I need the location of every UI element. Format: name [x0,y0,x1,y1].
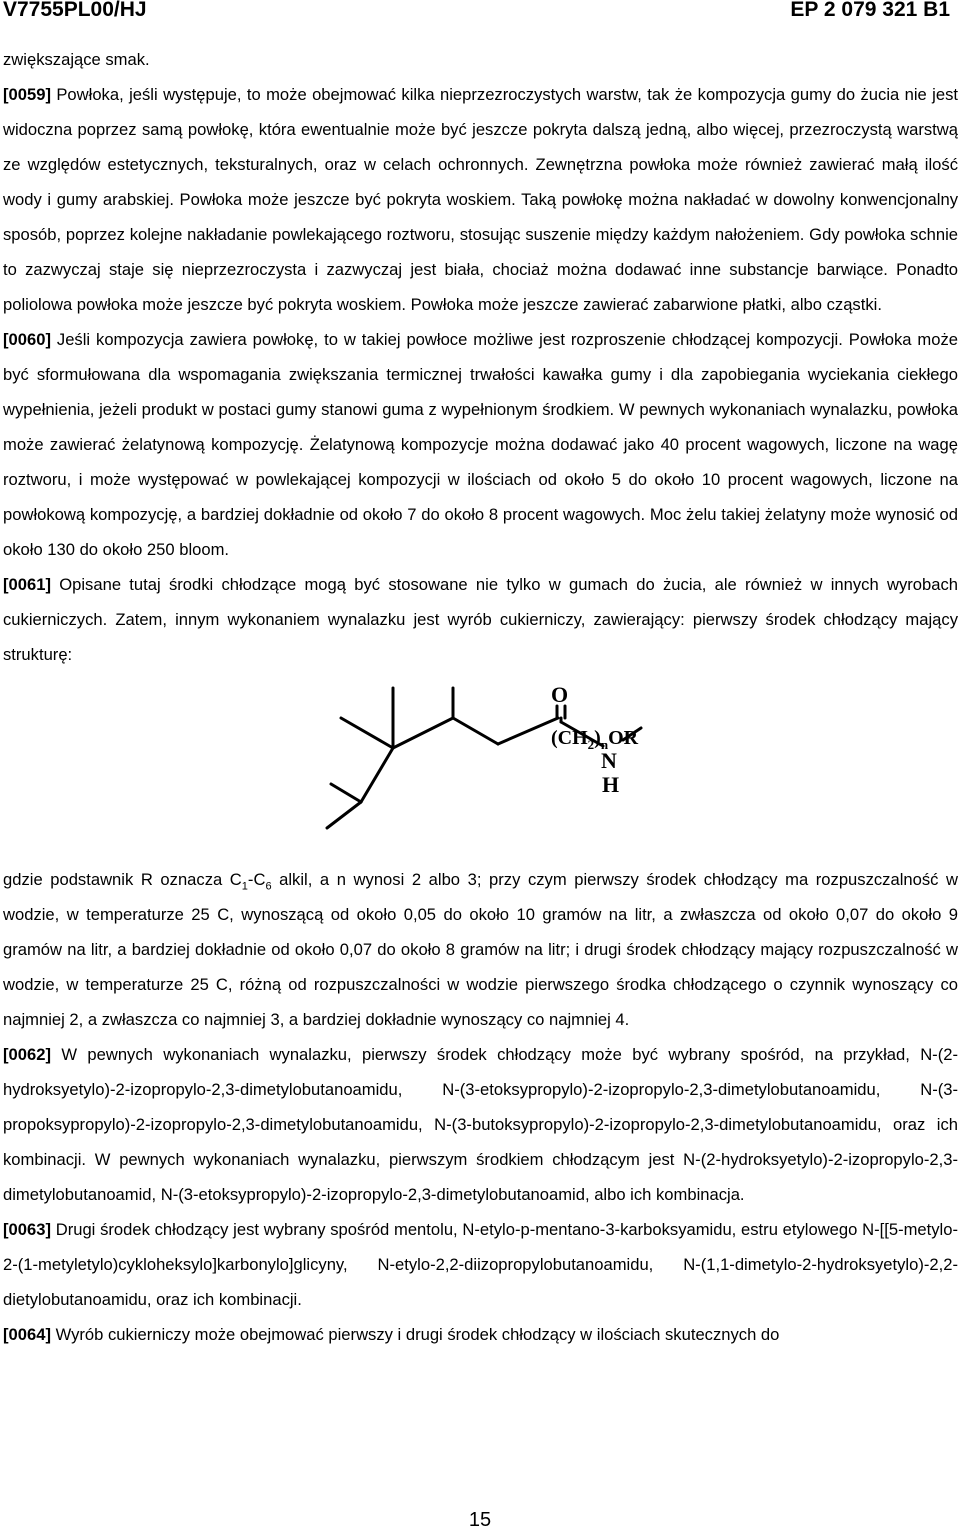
paragraph-number: [0062] [3,1045,51,1064]
continued-text: zwiększające smak. [3,50,150,69]
paragraph-text: Opisane tutaj środki chłodzące mogą być stosowane nie tylko w gumach do żucia, ale również w innych wyrobach cukierniczych. Zatem, innym wykonaniem wynalazku jest wyrób cukierniczy, zawierający: pierwszy środek chłodzący mający strukturę: [3,575,958,664]
paragraph-text: Drugi środek chłodzący jest wybrany spośród mentolu, N-etylo-p-mentano-3-karboksyamidu, estru etylowego N-[[5-metylo-2-(1-metyletylo)cykloheksylo]karbonylo]glicyny, N-etylo-2,2-diizopropylobutanoamidu, N-(1,1-dimetylo-2-hydroksyetylo)-2,2-dietylobutanoamidu, oraz ich kombinacji. [3,1220,958,1309]
paragraph-text: Jeśli kompozycja zawiera powłokę, to w takiej powłoce możliwe jest rozproszenie chłodzącej kompozycji. Powłoka może być sformułowana dla wspomagania zwiększania termicznej trwałości kawałka gumy i dla zapobiegania wyciekania ciekłego wypełnienia, jeżeli produkt w postaci gumy stanowi guma z wypełnionym środkiem. W pewnych wykonaniach wynalazku, powłoka może zawierać żelatynową kompozycję. Żelatynową kompozycje można dodawać jako 40 procent wagowych, liczone na wagę roztworu, i może występować w powlekającej kompozycji w ilościach od około 5 do około 10 procent wagowych, liczone na powłokową kompozycję, a bardziej dokładnie od około 7 do około 8 procent wagowych. Moc żelu takiej żelatyny może wynosić od około 130 do około 250 bloom. [3,330,958,559]
paragraph-text: W pewnych wykonaniach wynalazku, pierwszy środek chłodzący może być wybrany spośród, na przykład, N-(2-hydroksyetylo)-2-izopropylo-2,3-dimetylobutanoamidu, N-(3-etoksypropylo)-2-izopropylo-2,3-dimetylobutanoamidu, N-(3-propoksypropylo)-2-izopropylo-2,3-dimetylobutanoamidu, N-(3-butoksypropylo)-2-izopropylo-2,3-dimetylobutanoamidu, oraz ich kombinacji. W pewnych wykonaniach wynalazku, pierwszym środkiem chłodzącym jest N-(2-hydroksyetylo)-2-izopropylo-2,3-dimetylobutanoamid, N-(3-etoksypropylo)-2-izopropylo-2,3-dimetylobutanoamid, albo ich kombinacja. [3,1045,958,1204]
chain-tail: OR [608,727,639,749]
hydrogen-atom-label: H [602,772,620,797]
paragraph-text: Powłoka, jeśli występuje, to może obejmować kilka nieprzezroczystych warstw, tak że kompozycja gumy do żucia nie jest widoczna poprzez samą powłokę, która ewentualnie może być jeszcze pokryta dalszą jedną, albo więcej, przezroczystą warstwą ze względów estetycznych, teksturalnych, oraz w celach ochronnych. Zewnętrzna powłoka może również zawierać małą ilość wody i gumy arabskiej. Powłoka może jeszcze być pokryta woskiem. Taką powłokę można nakładać w dowolny konwencjonalny sposób, poprzez kolejne nakładanie powlekającego roztworu, stosując suszenie między każdym nałożeniem. Gdy powłoka schnie to zazwyczaj staje się nieprzezroczysta i zazwyczaj jest biała, chociaż można dodawać inne substancje barwiące. Ponadto poliolowa powłoka może jeszcze być pokryta woskiem. Powłoka może jeszcze zawierać zabarwione płatki, albo cząstki. [3,85,958,314]
paragraph-number: [0063] [3,1220,51,1239]
definition-paragraph [3,862,958,1037]
paragraph-0059 [3,77,958,322]
paragraph-number: [0064] [3,1325,51,1344]
definition-text-1: gdzie podstawnik R oznacza C [3,870,242,889]
paragraph-number: [0059] [3,85,51,104]
side-chain-label [551,727,639,752]
paragraph-number: [0060] [3,330,51,349]
paragraph-text: Wyrób cukierniczy może obejmować pierwszy i drugi środek chłodzący w ilościach skutecznych do [50,1325,780,1344]
patent-number: EP 2 079 321 B1 [790,0,950,21]
paragraph-0061 [3,567,958,672]
paragraph-0060 [3,322,958,567]
subscript-6: 6 [265,880,272,893]
definition-text-2: -C [247,870,266,889]
nitrogen-atom-label: N [601,748,617,773]
page-header [3,0,950,22]
paragraph-0063 [3,1212,958,1317]
oxygen-atom-label: O [551,682,569,707]
chain-subn: n [600,737,609,752]
subscript-1: 1 [241,880,248,893]
paragraph-0062 [3,1037,958,1212]
chemical-structure [3,672,958,862]
chain-open: (CH [551,727,588,749]
chain-sub2: 2 [587,737,595,752]
structure-drawing [293,678,693,858]
paragraph-0064 [3,1317,958,1352]
document-body [3,42,958,1352]
document-code: V7755PL00/HJ [3,0,147,21]
page-number: 15 [468,1509,492,1531]
definition-text-3: alkil, a n wynosi 2 albo 3; przy czym pierwszy środek chłodzący ma rozpuszczalność w wodzie, w temperaturze 25 C, wynoszącą od około 0,05 do około 10 gramów na litr, a zwłaszcza od około 0,07 do około 9 gramów na litr, a bardziej dokładnie od około 0,07 do około 8 gramów na litr; i drugi środek chłodzący mający rozpuszczalność w wodzie, w temperaturze 25 C, różną od rozpuszczalności w wodzie pierwszego środka chłodzącego o czynnik wynoszący co najmniej 2, a zwłaszcza co najmniej 3, a bardziej dokładnie wynoszący co najmniej 4. [3,870,958,1029]
paragraph-number: [0061] [3,575,51,594]
chain-close: ) [594,727,601,749]
